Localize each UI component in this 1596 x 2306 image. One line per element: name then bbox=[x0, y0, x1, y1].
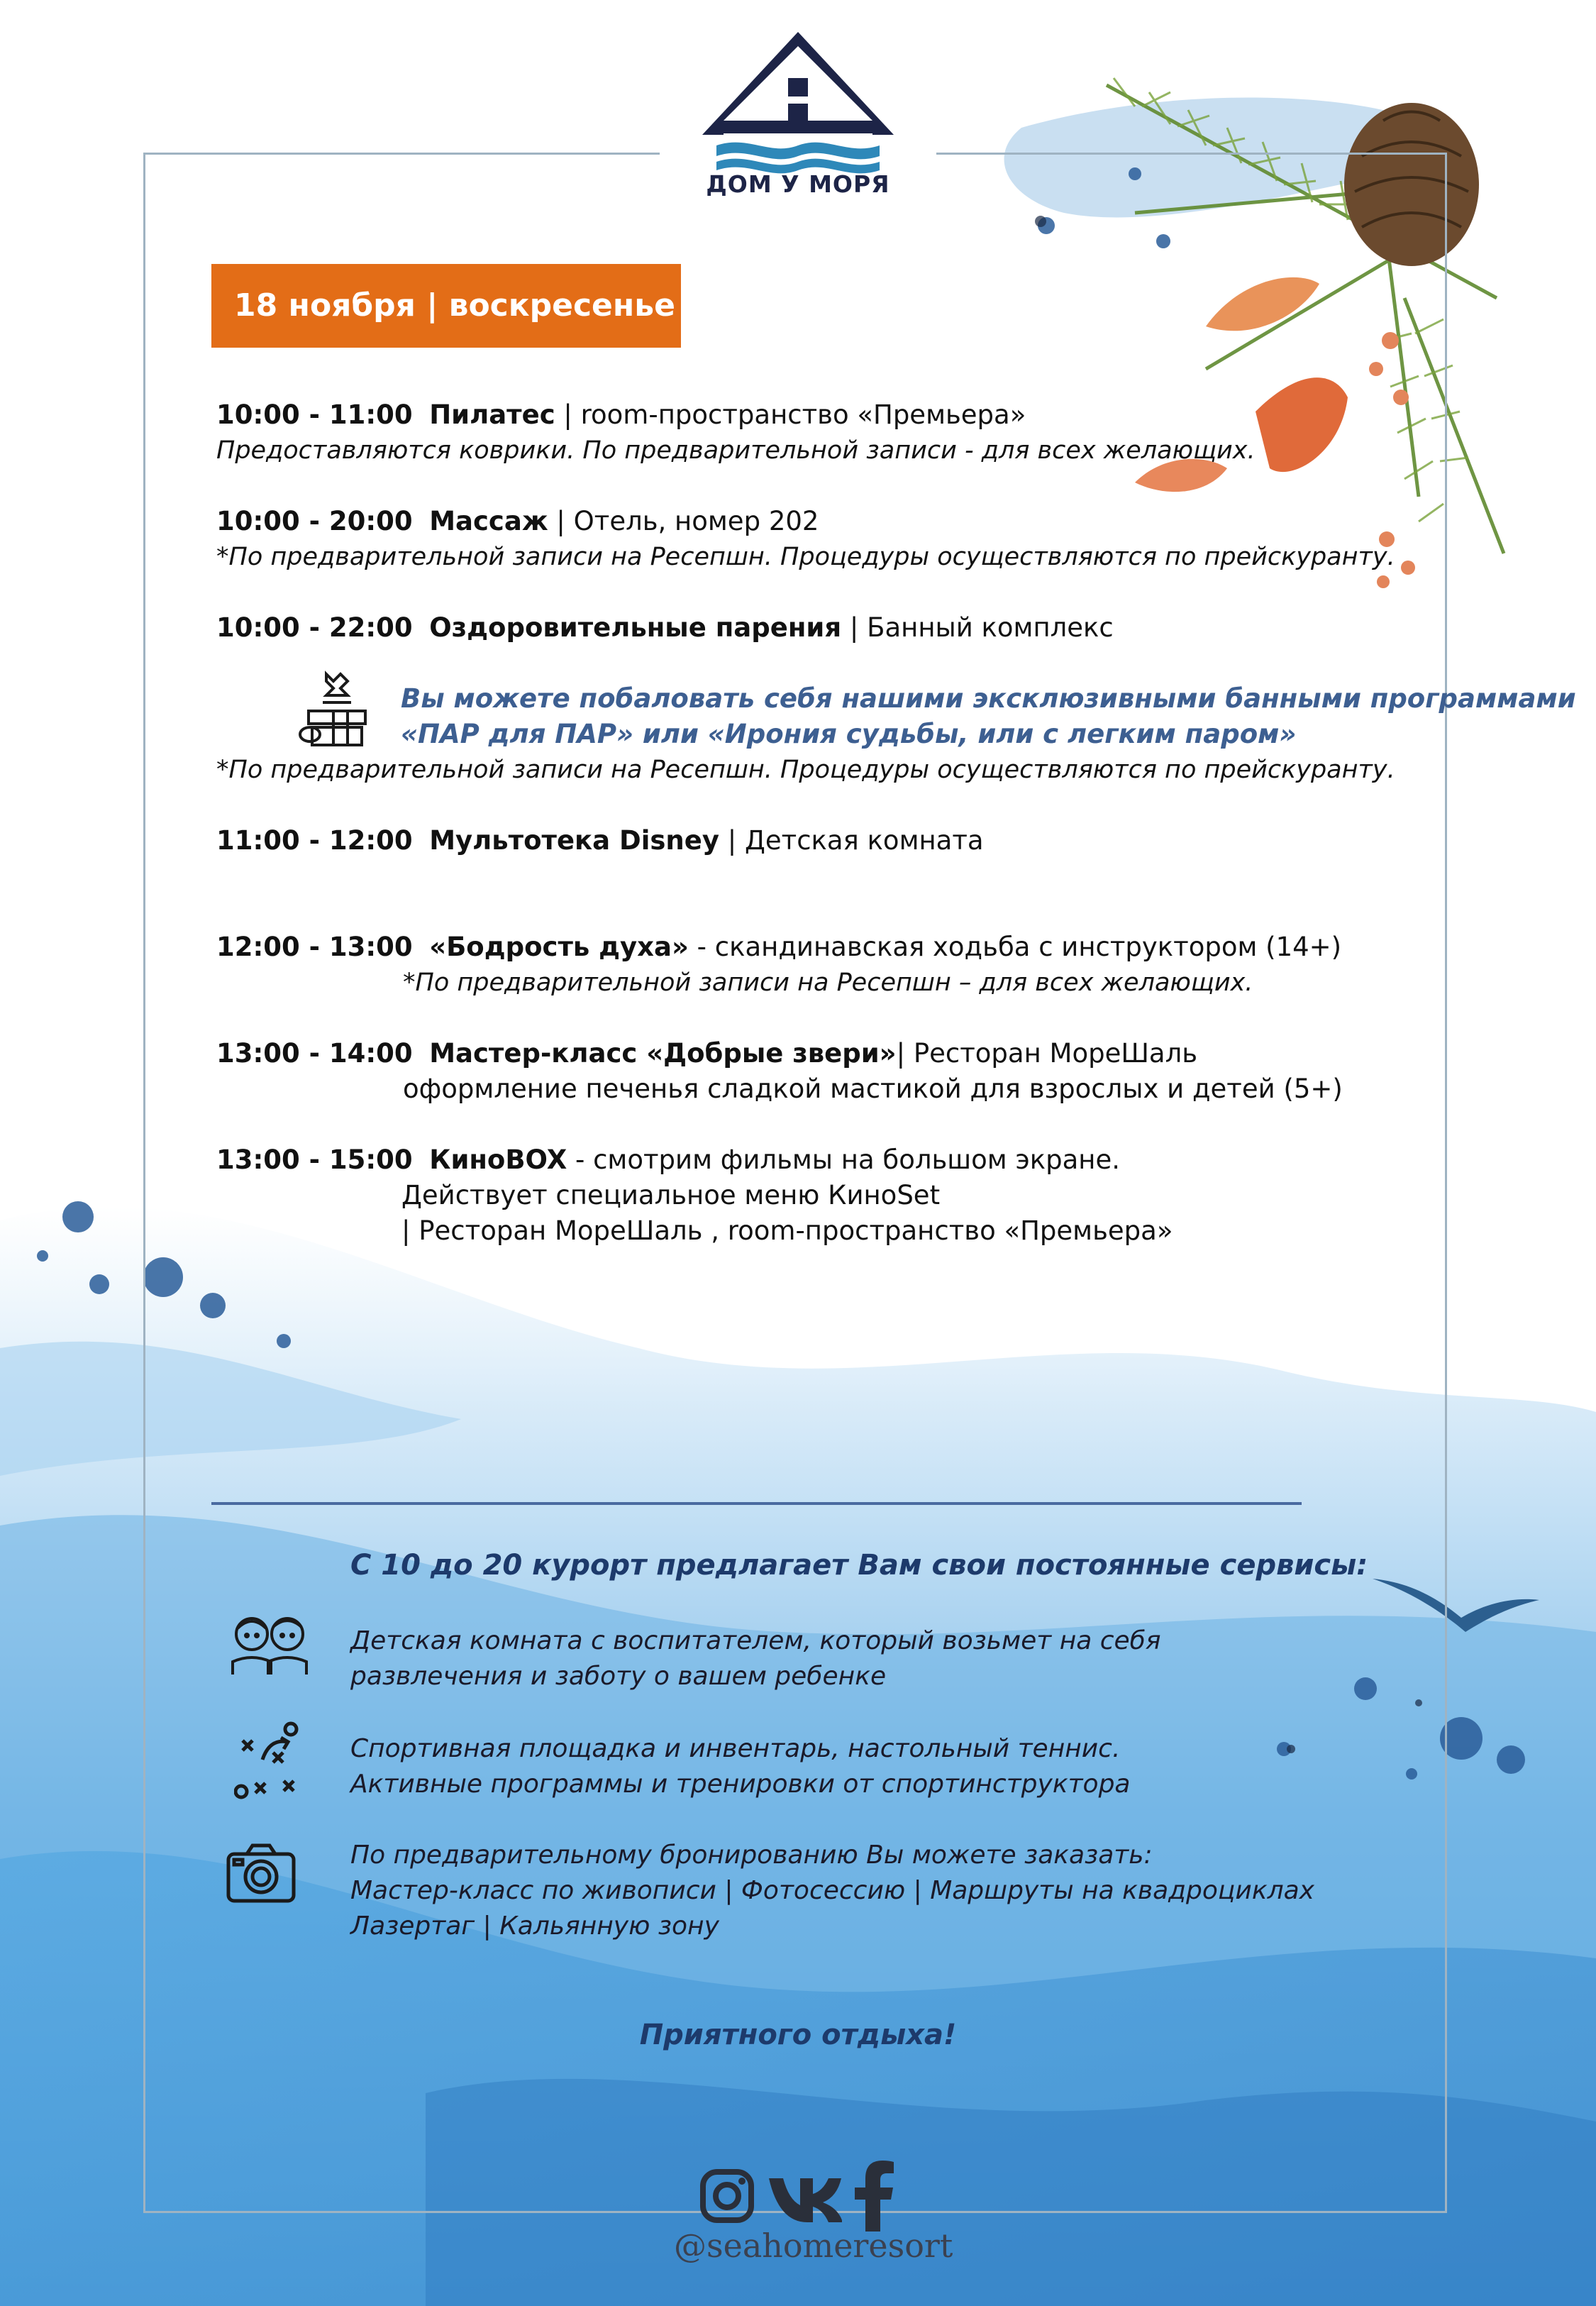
service-booking-line3: Лазертаг | Кальянную зону bbox=[350, 1911, 719, 1941]
service-booking-line1: По предварительному бронированию Вы можете заказать: bbox=[350, 1841, 1153, 1870]
steam-promo-line2: «ПАР для ПАР» или «Ирония судьбы, или с легким паром» bbox=[401, 719, 1297, 749]
event-pilates bbox=[216, 397, 1026, 433]
sport-tactics-icon bbox=[234, 1721, 305, 1802]
event-title: КиноBOX bbox=[429, 1144, 567, 1175]
event-title: Массаж bbox=[429, 506, 548, 536]
event-time: 13:00 - 15:00 bbox=[216, 1144, 413, 1175]
services-title: С 10 до 20 курорт предлагает Вам свои постоянные сервисы: bbox=[350, 1549, 1368, 1582]
event-place: | Детская комната bbox=[719, 825, 984, 856]
social-handle[interactable]: @seahomeresort bbox=[674, 2227, 953, 2265]
event-note: Предоставляются коврики. По предварительной записи - для всех желающих. bbox=[216, 436, 1256, 465]
event-masterclass bbox=[216, 1036, 1197, 1071]
service-sport-line2: Активные программы и тренировки от спортинструктора bbox=[350, 1770, 1131, 1799]
facebook-icon[interactable] bbox=[855, 2161, 894, 2231]
event-note: оформление печенья сладкой мастикой для взрослых и детей (5+) bbox=[403, 1074, 1343, 1104]
event-note: *По предварительной записи на Ресепшн. Процедуры осуществляются по прейскуранту. bbox=[216, 543, 1395, 571]
event-place: - скандинавская ходьба с инструктором (14+) bbox=[688, 932, 1342, 962]
steam-promo-line1: Вы можете побаловать себя нашими эксклюзивными банными программами bbox=[401, 683, 1576, 714]
event-place: | Отель, номер 202 bbox=[548, 506, 819, 536]
event-title: Оздоровительные парения bbox=[429, 612, 842, 643]
event-time: 10:00 - 11:00 bbox=[216, 399, 413, 430]
section-divider bbox=[211, 1502, 1302, 1505]
event-steam bbox=[216, 610, 1114, 646]
service-sport-line1: Спортивная площадка и инвентарь, настольный теннис. bbox=[350, 1734, 1121, 1763]
event-place: - смотрим фильмы на большом экране. bbox=[567, 1144, 1121, 1175]
date-banner: 18 ноября | воскресенье bbox=[211, 264, 681, 348]
event-time: 10:00 - 20:00 bbox=[216, 506, 413, 536]
service-kids-line2: развлечения и заботу о вашем ребенке bbox=[350, 1662, 887, 1691]
bath-broom-icon bbox=[294, 667, 379, 752]
event-place: | room-пространство «Премьера» bbox=[555, 399, 1026, 430]
event-note: *По предварительной записи на Ресепшн – для всех желающих. bbox=[403, 969, 1253, 997]
event-title: Мастер-класс «Добрые звери» bbox=[429, 1038, 897, 1069]
event-line: Действует специальное меню КиноSet bbox=[401, 1180, 941, 1210]
event-place: | Банный комплекс bbox=[841, 612, 1114, 643]
event-title: Мультотека Disney bbox=[429, 825, 719, 856]
instagram-icon[interactable] bbox=[699, 2168, 755, 2224]
event-disney bbox=[216, 823, 984, 859]
event-time: 13:00 - 14:00 bbox=[216, 1038, 413, 1069]
event-title: Пилатес bbox=[429, 399, 555, 430]
event-massage bbox=[216, 504, 819, 539]
event-place: | Ресторан МореШаль bbox=[896, 1038, 1198, 1069]
closing-message: Приятного отдыха! bbox=[639, 2019, 957, 2051]
event-line: | Ресторан МореШаль , room-пространство «Премьера» bbox=[401, 1215, 1173, 1246]
vk-icon[interactable] bbox=[767, 2173, 842, 2222]
event-note: *По предварительной записи на Ресепшн. Процедуры осуществляются по прейскуранту. bbox=[216, 756, 1395, 784]
brand-name: ДОМ У МОРЯ bbox=[706, 170, 890, 198]
camera-icon bbox=[226, 1841, 297, 1905]
service-booking-line2: Мастер-класс по живописи | Фотосессию | Маршруты на квадроциклах bbox=[350, 1876, 1314, 1905]
event-time: 12:00 - 13:00 bbox=[216, 932, 413, 962]
kids-icon bbox=[227, 1607, 312, 1678]
event-time: 11:00 - 12:00 bbox=[216, 825, 413, 856]
event-title: «Бодрость духа» bbox=[429, 932, 689, 962]
service-kids-line1: Детская комната с воспитателем, который возьмет на себя bbox=[350, 1626, 1161, 1655]
event-nordic-walking bbox=[216, 929, 1341, 965]
event-time: 10:00 - 22:00 bbox=[216, 612, 413, 643]
event-kinobox bbox=[216, 1142, 1120, 1178]
